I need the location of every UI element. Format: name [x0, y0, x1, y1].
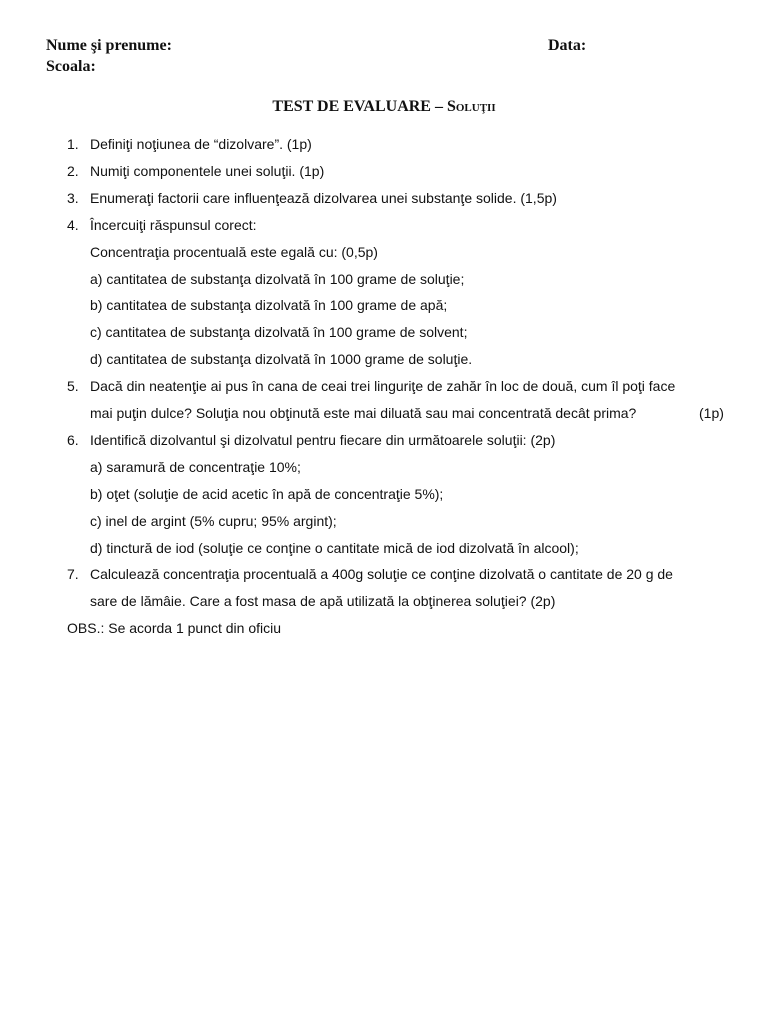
question-number: 4.: [67, 216, 79, 233]
page-title: [0, 98, 768, 116]
question-number: 7.: [67, 566, 79, 583]
question-line: a) saramură de concentraţie 10%;: [90, 458, 301, 475]
title-main: TEST DE EVALUARE –: [272, 98, 447, 115]
question-line: Identifică dizolvantul şi dizolvatul pentru fiecare din următoarele soluţii: (2p): [90, 431, 556, 448]
question-points: (1p): [699, 405, 724, 421]
question-number: 6.: [67, 431, 79, 448]
question-line: b) oţet (soluţie de acid acetic în apă de concentraţie 5%);: [90, 485, 444, 502]
question-line: mai puţin dulce? Soluţia nou obţinută este mai diluată sau mai concentrată decât prima?: [90, 405, 637, 421]
question-line: Numiţi componentele unei soluţii. (1p): [90, 162, 325, 179]
question-line: Calculează concentraţia procentuală a 400g soluţie ce conţine dizolvată o cantitate de 20 g de: [90, 566, 673, 583]
name-label: Nume şi prenume:: [46, 37, 172, 54]
question-number: 3.: [67, 189, 79, 206]
question-line: a) cantitatea de substanţa dizolvată în 100 grame de soluţie;: [90, 270, 465, 287]
school-label: Scoala:: [46, 58, 96, 75]
question-line: sare de lămâie. Care a fost masa de apă utilizată la obţinerea soluţiei? (2p): [90, 593, 556, 610]
question-line: d) cantitatea de substanţa dizolvată în 1000 grame de soluţie.: [90, 351, 473, 368]
date-label: Data:: [548, 37, 587, 54]
question-number: 1.: [67, 136, 79, 152]
question-line: Definiţi noţiunea de “dizolvare”. (1p): [90, 136, 312, 152]
question-line: Încercuiţi răspunsul corect:: [90, 216, 257, 233]
question-line: b) cantitatea de substanţa dizolvată în 100 grame de apă;: [90, 297, 448, 314]
question-number: 5.: [67, 378, 79, 395]
question-line: c) inel de argint (5% cupru; 95% argint);: [90, 512, 337, 529]
question-number: 2.: [67, 162, 79, 179]
obs-note: OBS.: Se acorda 1 punct din oficiu: [67, 620, 282, 637]
question-line: c) cantitatea de substanţa dizolvată în 100 grame de solvent;: [90, 324, 468, 341]
question-line: Enumeraţi factorii care influenţează dizolvarea unei substanţe solide. (1,5p): [90, 189, 557, 206]
title-subject: Soluţii: [446, 98, 496, 115]
question-line: Dacă din neatenţie ai pus în cana de ceai trei linguriţe de zahăr în loc de două, cum îl poţi face: [90, 378, 676, 395]
question-line: d) tinctură de iod (soluţie ce conţine o cantitate mică de iod dizolvată în alcool);: [90, 539, 579, 556]
question-line: Concentraţia procentuală este egală cu: (0,5p): [90, 243, 378, 260]
